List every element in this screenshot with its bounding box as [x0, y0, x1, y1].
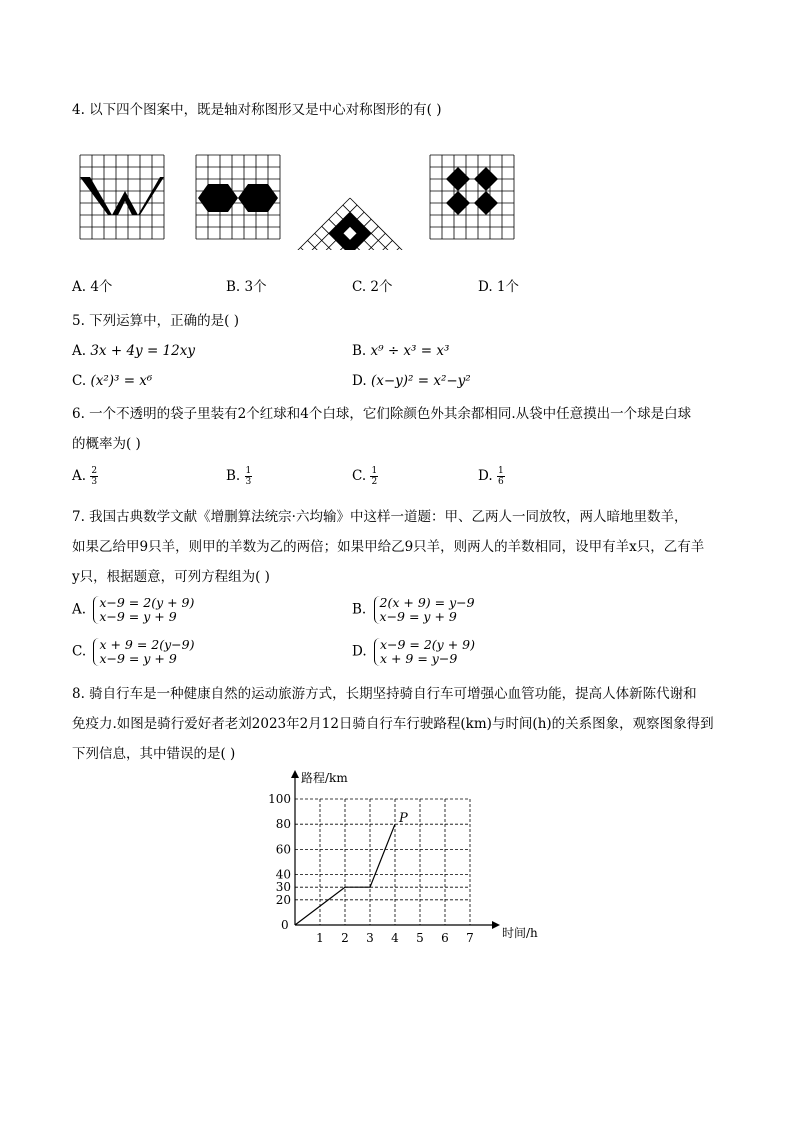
q4-option-a: A. 4个 — [72, 279, 113, 295]
q8-stem-line1: 8. 骑自行车是一种健康自然的运动旅游方式，长期坚持骑自行车可增强心血管功能，提高人体新陈代谢和 — [72, 686, 697, 702]
figure-4-diamonds — [430, 155, 514, 239]
q6-stem-line2: 的概率为( ) — [72, 436, 141, 452]
origin-label: 0 — [281, 918, 289, 932]
q5-option-b: B. x⁹ ÷ x³ = x³ — [352, 343, 450, 359]
x-tick-7: 7 — [466, 931, 474, 945]
x-axis-arrow — [492, 921, 500, 929]
x-tick-1: 1 — [316, 931, 324, 945]
q7-stem-line3: y只，根据题意，可列方程组为( ) — [72, 569, 270, 585]
y-tick-30: 30 — [275, 880, 291, 895]
q7-stem-line1: 7. 我国古典数学文献《增删算法统宗·六均输》中这样一道题：甲、乙两人一同放牧，两人暗地里数羊， — [72, 509, 688, 525]
x-axis-label: 时间/h — [502, 926, 538, 940]
point-p-label: P — [399, 811, 408, 827]
q8-stem-line3: 下列信息，其中错误的是( ) — [72, 746, 236, 762]
x-tick-5: 5 — [416, 931, 424, 945]
figure-2-hexagons — [196, 155, 280, 239]
chart-grid — [295, 799, 470, 925]
y-axis-arrow — [291, 770, 299, 778]
q5-option-c: C. (x²)³ = x⁶ — [72, 373, 153, 389]
x-tick-4: 4 — [391, 931, 399, 945]
q4-option-b: B. 3个 — [226, 279, 267, 295]
x-tick-6: 6 — [441, 931, 449, 945]
q4-stem: 4. 以下四个图案中，既是轴对称图形又是中心对称图形的有( ) — [72, 102, 442, 118]
y-tick-100: 100 — [268, 792, 291, 806]
q4-option-c: C. 2个 — [352, 279, 393, 295]
x-tick-3: 3 — [366, 931, 374, 945]
q5-option-d: D. (x−y)² = x²−y² — [352, 373, 471, 389]
q7-option-a: A. x−9 = 2(y + 9) x−9 = y + 9 — [72, 595, 195, 624]
q6-option-b: B. $\frac{1}{3}$ — [226, 466, 252, 487]
x-tick-2: 2 — [341, 931, 349, 945]
q6-option-d: D. $\frac{1}{6}$ — [478, 466, 504, 487]
y-axis-label: 路程/km — [301, 771, 348, 785]
y-tick-20: 20 — [275, 892, 291, 907]
y-tick-80: 80 — [275, 817, 291, 832]
q7-stem-line2: 如果乙给甲9只羊，则甲的羊数为乙的两倍；如果甲给乙9只羊，则两人的羊数相同，设甲有羊x只，乙有羊 — [72, 539, 705, 555]
q4-figures — [70, 150, 530, 250]
q8-stem-line2: 免疫力.如图是骑行爱好者老刘2023年2月12日骑自行车行驶路程(km)与时间(h)的关系图象，观察图象得到 — [72, 716, 714, 732]
figure-1-w-pattern — [80, 155, 164, 239]
q7-option-d: D. x−9 = 2(y + 9) x + 9 = y−9 — [352, 637, 475, 666]
q6-option-c: C. $\frac{1}{2}$ — [352, 466, 378, 487]
q5-stem: 5. 下列运算中，正确的是( ) — [72, 313, 239, 329]
q6-stem-line1: 6. 一个不透明的袋子里装有2个红球和4个白球，它们除颜色外其余都相同.从袋中任意摸出一个球是白球 — [72, 406, 692, 422]
q5-option-a: A. 3x + 4y = 12xy — [72, 343, 195, 359]
q6-option-a: A. $\frac{2}{3}$ — [72, 466, 98, 487]
distance-time-chart — [250, 768, 540, 948]
y-tick-40: 40 — [275, 867, 291, 882]
q7-option-c: C. x + 9 = 2(y−9) x−9 = y + 9 — [72, 637, 195, 666]
figure-3-diamond-pattern — [293, 198, 406, 250]
q7-option-b: B. 2(x + 9) = y−9 x−9 = y + 9 — [352, 595, 475, 624]
y-tick-60: 60 — [275, 842, 291, 857]
q4-option-d: D. 1个 — [478, 279, 520, 295]
